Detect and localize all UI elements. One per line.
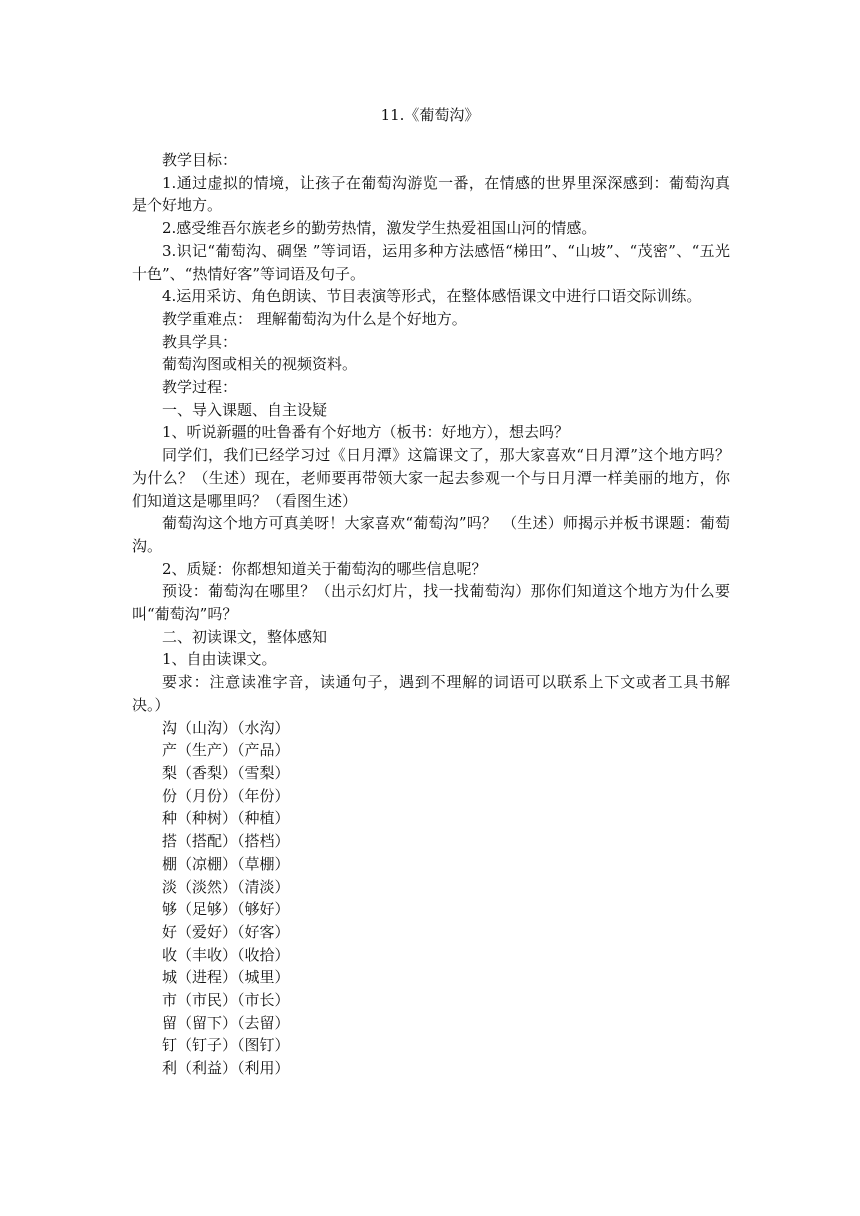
paragraph: 1、自由读课文。 [162,650,277,669]
paragraph: 教学过程： [162,378,238,397]
vocab-line: 搭（搭配）（搭档） [162,832,290,851]
vocab-line: 产（生产）（产品） [162,741,290,760]
vocab-line: 份（月份）（年份） [162,786,290,805]
paragraph: 同学们，我们已经学习过《日月潭》这篇课文了，那大家喜欢“日月潭”这个地方吗？为什么？（生述）现在，老师要再带领大家一起去参观一个与日月潭一样美丽的地方，你们知道这是哪里吗？（看图生述） [132,446,730,510]
paragraph: 教学重难点： 理解葡萄沟为什么是个好地方。 [162,309,467,328]
vocab-line: 城（进程）（城里） [162,968,290,987]
vocab-line: 留（留下）（去留） [162,1013,290,1032]
vocab-line: 沟（山沟）（水沟） [162,718,290,737]
paragraph: 教具学具： [162,332,238,351]
paragraph: 葡萄沟这个地方可真美呀！大家喜欢“葡萄沟”吗？ （生述）师揭示并板书课题：葡萄沟。 [132,514,730,555]
vocab-line: 棚（凉棚）（草棚） [162,854,290,873]
vocab-line: 利（利益）（利用） [162,1059,290,1078]
paragraph: 1、听说新疆的吐鲁番有个好地方（板书：好地方），想去吗？ [162,423,570,442]
vocab-line: 钉（钉子）（图钉） [162,1036,290,1055]
paragraph: 2.感受维吾尔族老乡的勤劳热情，激发学生热爱祖国山河的情感。 [162,219,597,238]
paragraph: 1.通过虚拟的情境，让孩子在葡萄沟游览一番，在情感的世界里深深感到：葡萄沟真是个好地方。 [132,173,730,215]
vocab-line: 收（丰收）（收拾） [162,945,290,964]
paragraph: 二、初读课文，整体感知 [162,627,328,646]
document-title: 11.《葡萄沟》 [380,106,480,124]
vocab-line: 梨（香梨）（雪梨） [162,763,290,782]
paragraph: 2、质疑：你都想知道关于葡萄沟的哪些信息呢？ [162,559,487,578]
vocab-line: 市（市民）（市长） [162,991,290,1010]
vocab-line: 够（足够）（够好） [162,900,290,919]
vocab-line: 种（种树）（种植） [162,809,290,828]
paragraph: 4.运用采访、角色朗读、节目表演等形式，在整体感悟课文中进行口语交际训练。 [162,287,702,306]
vocab-line: 好（爱好）（好客） [162,922,290,941]
paragraph: 3.识记“葡萄沟、碉堡 ”等词语，运用多种方法感悟“梯田”、“山坡”、“茂密”、“五光十色”、“热情好客”等词语及句子。 [132,241,730,283]
paragraph: 教学目标： [162,151,238,169]
paragraph: 一、导入课题、自主设疑 [162,400,328,419]
document-body [132,149,730,1080]
paragraph: 预设：葡萄沟在哪里？（出示幻灯片，找一找葡萄沟）那你们知道这个地方为什么要叫“葡萄沟”吗？ [132,582,730,624]
vocab-line: 淡（淡然）（清淡） [162,877,290,896]
paragraph: 要求：注意读准字音，读通句子，遇到不理解的词语可以联系上下文或者工具书解决。） [132,673,730,714]
paragraph: 葡萄沟图或相关的视频资料。 [162,355,358,374]
